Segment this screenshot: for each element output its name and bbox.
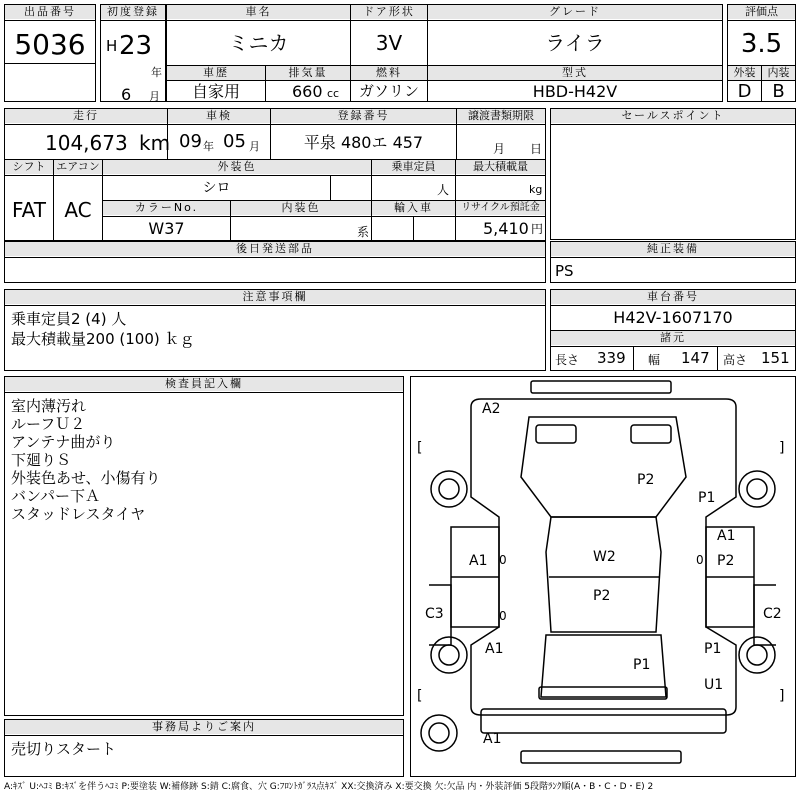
genuine-box bbox=[550, 241, 796, 283]
mileage-unit: km bbox=[139, 131, 171, 155]
inspector-note: 外装色あせ、小傷有り bbox=[11, 469, 161, 487]
specs-header: 諸元 bbox=[551, 331, 795, 345]
damage-mark: A1 bbox=[485, 641, 504, 657]
lot-number: 5036 bbox=[14, 28, 86, 61]
damage-mark: 0 bbox=[696, 553, 704, 567]
model-header: 型式 bbox=[428, 66, 722, 80]
height-value: 151 bbox=[761, 349, 790, 367]
shift-header: シフト bbox=[5, 160, 53, 174]
damage-mark: A1 bbox=[469, 553, 488, 569]
inspection-month: 05 bbox=[223, 131, 246, 152]
inspector-header: 検査員記入欄 bbox=[5, 377, 403, 391]
inspector-note: 下廻りＳ bbox=[11, 451, 72, 469]
damage-mark: A2 bbox=[482, 401, 501, 417]
damage-mark: P1 bbox=[698, 490, 716, 506]
door-header: ドア形状 bbox=[351, 5, 427, 19]
displacement-unit: cc bbox=[327, 87, 340, 100]
capacity-header: 乗車定員 bbox=[372, 160, 455, 174]
genuine-header: 純正装備 bbox=[551, 242, 795, 256]
recycle-unit: 円 bbox=[531, 222, 544, 236]
transfer-month-unit: 月 bbox=[493, 142, 506, 156]
office-header: 事務局よりご案内 bbox=[5, 720, 403, 734]
bracket-mark: ] bbox=[779, 440, 785, 456]
damage-mark: P2 bbox=[717, 553, 735, 569]
score-box bbox=[727, 4, 796, 102]
inspector-note: バンパー下Ａ bbox=[11, 487, 100, 505]
car-grade-box bbox=[166, 4, 723, 102]
later-parts-header: 後日発送部品 bbox=[5, 242, 545, 256]
first-reg-box bbox=[100, 4, 166, 102]
car-name-header: 車名 bbox=[167, 5, 350, 19]
lot-header: 出品番号 bbox=[5, 5, 95, 19]
displacement-header: 排気量 bbox=[266, 66, 350, 80]
fuel-header: 燃料 bbox=[351, 66, 427, 80]
equipment-box bbox=[4, 159, 546, 241]
first-reg-month-unit: 月 bbox=[149, 90, 160, 103]
color-no-header: カラーNo. bbox=[103, 201, 230, 215]
length-value: 339 bbox=[597, 349, 626, 367]
recycle-header: リサイクル預託金 bbox=[456, 201, 545, 215]
inspector-note: スタッドレスタイヤ bbox=[11, 505, 146, 523]
aircon-header: エアコン bbox=[54, 160, 102, 174]
aircon-value: AC bbox=[64, 198, 92, 222]
color-no-value: W37 bbox=[148, 219, 185, 238]
bracket-mark: [ bbox=[417, 688, 423, 704]
width-label: 幅 bbox=[648, 353, 661, 367]
first-reg-era: H bbox=[106, 37, 118, 55]
import-header: 輸入車 bbox=[372, 201, 455, 215]
damage-mark: C2 bbox=[763, 606, 782, 622]
score-header: 評価点 bbox=[728, 5, 795, 19]
reg-number: 平泉 480エ 457 bbox=[303, 133, 424, 152]
score-value: 3.5 bbox=[740, 29, 783, 59]
shift-value: FAT bbox=[11, 198, 46, 222]
caution-line: 最大積載量200 (100) ｋｇ bbox=[11, 330, 195, 348]
caution-line: 乗車定員2 (4) 人 bbox=[11, 310, 127, 328]
displacement-value: 660 bbox=[292, 82, 323, 101]
first-reg-year: 23 bbox=[119, 31, 153, 61]
inspection-month-unit: 月 bbox=[249, 140, 260, 153]
inspector-note: アンテナ曲がり bbox=[11, 433, 116, 451]
inspection-header: 車検 bbox=[168, 109, 270, 123]
chassis-header: 車台番号 bbox=[551, 290, 795, 304]
office-note: 売切りスタート bbox=[11, 740, 117, 758]
height-label: 高さ bbox=[723, 353, 748, 367]
ext-color-header: 外装色 bbox=[103, 160, 371, 174]
damage-mark: P2 bbox=[593, 588, 611, 604]
cautions-header: 注意事項欄 bbox=[5, 290, 545, 304]
reg-number-header: 登録番号 bbox=[271, 109, 456, 123]
inspection-year-unit: 年 bbox=[203, 140, 214, 153]
width-value: 147 bbox=[681, 349, 710, 367]
exterior-grade: D bbox=[737, 81, 752, 102]
lot-box bbox=[4, 4, 96, 102]
damage-mark: A1 bbox=[483, 731, 502, 747]
grade: ライラ bbox=[545, 31, 605, 55]
damage-mark: 0 bbox=[499, 553, 507, 567]
interior-header: 内装 bbox=[762, 66, 795, 80]
model-code: HBD-H42V bbox=[532, 82, 618, 101]
sales-point-header: セールスポイント bbox=[551, 109, 795, 123]
interior-grade: B bbox=[772, 81, 785, 102]
damage-mark: A1 bbox=[717, 528, 736, 544]
car-outline-drawing bbox=[411, 377, 795, 776]
int-color-header: 内装色 bbox=[231, 201, 371, 215]
grade-header: グレード bbox=[428, 5, 722, 19]
inspector-box bbox=[4, 376, 404, 716]
history-header: 車歴 bbox=[167, 66, 265, 80]
chassis-number: H42V-1607170 bbox=[613, 308, 733, 327]
inspection-year: 09 bbox=[179, 131, 202, 152]
sales-point-box bbox=[550, 108, 796, 240]
mileage-header: 走行 bbox=[5, 109, 167, 123]
car-history: 自家用 bbox=[191, 82, 240, 101]
damage-mark: P1 bbox=[633, 657, 651, 673]
transfer-header: 譲渡書類期限 bbox=[457, 109, 545, 123]
transfer-day-unit: 日 bbox=[530, 142, 543, 156]
mileage-box bbox=[4, 108, 546, 160]
car-name: ミニカ bbox=[228, 31, 289, 55]
legend-text: A:ｷｽﾞ U:ﾍｺﾐ B:ｷｽﾞを伴うﾍｺﾐ P:要塗装 W:補修跡 S:錆 C:腐食、穴 G:ﾌﾛﾝﾄｶﾞﾗｽ点ｷｽﾞ XX:交換済み X:要交換 欠:欠品 内・外装評価 5段階ﾗﾝｸ順(A・B・C・D・E) 2 bbox=[4, 782, 654, 792]
int-color-suffix: 系 bbox=[357, 225, 370, 239]
first-reg-month: 6 bbox=[121, 85, 132, 104]
load-unit: kg bbox=[529, 183, 543, 196]
damage-mark: P2 bbox=[637, 472, 655, 488]
first-reg-year-unit: 年 bbox=[151, 66, 162, 79]
bracket-mark: ] bbox=[779, 688, 785, 704]
damage-mark: P1 bbox=[704, 641, 722, 657]
length-label: 長さ bbox=[555, 353, 580, 367]
recycle-value: 5,410 bbox=[483, 219, 529, 238]
damage-mark: C3 bbox=[425, 606, 444, 622]
exterior-header: 外装 bbox=[728, 66, 761, 80]
damage-mark: W2 bbox=[593, 549, 616, 565]
damage-mark: 0 bbox=[499, 609, 507, 623]
inspector-note: 室内薄汚れ bbox=[11, 397, 87, 415]
mileage-value: 104,673 bbox=[45, 131, 128, 155]
door-type: 3V bbox=[375, 31, 403, 55]
capacity-unit: 人 bbox=[437, 183, 450, 197]
genuine-value: PS bbox=[555, 262, 574, 280]
office-box bbox=[4, 719, 404, 777]
bracket-mark: [ bbox=[417, 440, 423, 456]
later-parts-box bbox=[4, 241, 546, 283]
fuel-type: ガソリン bbox=[358, 82, 419, 100]
ext-color-value: シロ bbox=[202, 180, 231, 196]
max-load-header: 最大積載量 bbox=[456, 160, 545, 174]
damage-mark: U1 bbox=[704, 677, 724, 693]
cautions-box bbox=[4, 289, 546, 371]
first-reg-header: 初度登録 bbox=[101, 5, 165, 19]
inspector-note: ルーフＵ２ bbox=[11, 415, 86, 433]
chassis-box bbox=[550, 289, 796, 371]
damage-diagram bbox=[410, 376, 796, 777]
